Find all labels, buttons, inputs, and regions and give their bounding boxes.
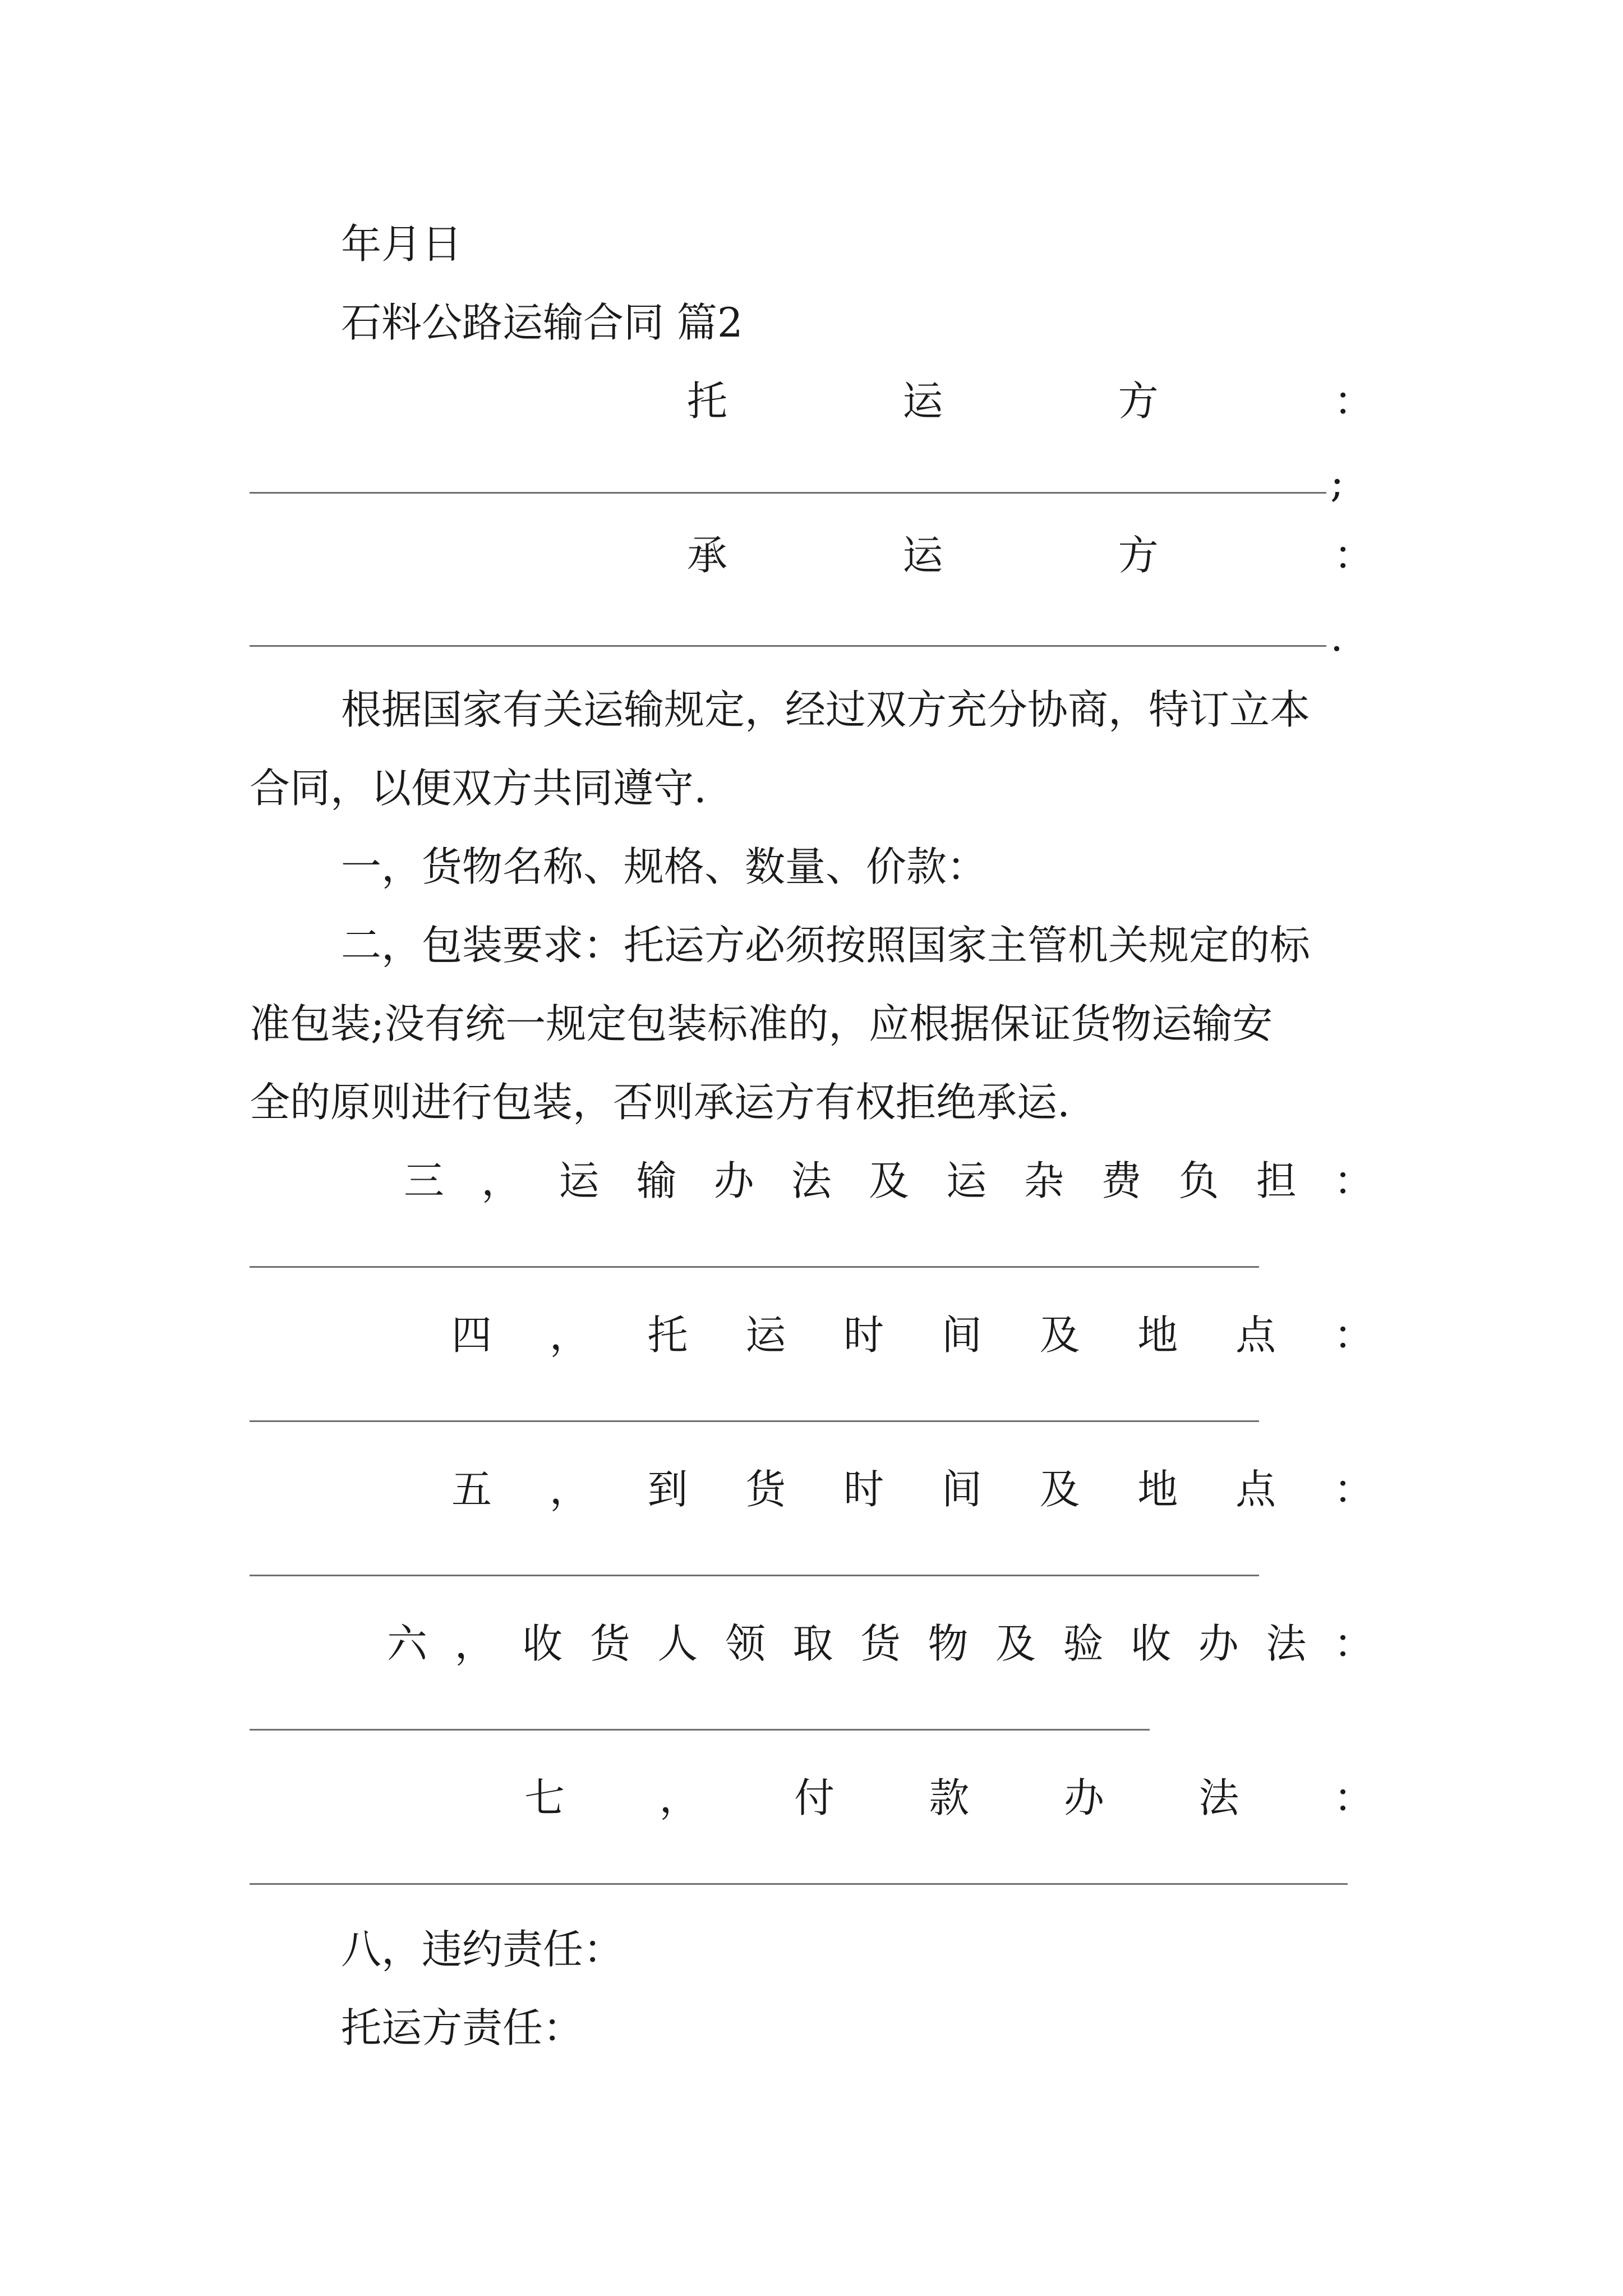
clause-8: 八，违约责任：	[341, 1926, 624, 1973]
clause-6-blank-line	[250, 1729, 1150, 1731]
clause-7: 七 ， 付 款 办 法 ：	[524, 1774, 1374, 1821]
clause-2-line-3: 全的原则进行包装，否则承运方有权拒绝承运.	[250, 1079, 1070, 1126]
clause-4-blank-line	[250, 1420, 1259, 1422]
intro-line-2: 合同，以便双方共同遵守.	[250, 765, 707, 812]
clause-2-line-2: 准包装;没有统一规定包装标准的，应根据保证货物运输安	[250, 1000, 1273, 1047]
shipper-end-mark: ;	[1330, 459, 1344, 506]
carrier-end-mark: .	[1330, 613, 1343, 660]
clause-5-blank-line	[250, 1575, 1259, 1576]
date-line: 年月日	[341, 220, 463, 268]
carrier-label: 承 运 方 ：	[687, 532, 1374, 579]
intro-line-1: 根据国家有关运输规定，经过双方充分协商，特订立本	[341, 686, 1311, 733]
contract-heading: 石料公路运输合同 篇2	[341, 299, 743, 346]
clause-3-blank-line	[250, 1266, 1259, 1268]
clause-1: 一，货物名称、规格、数量、价款：	[341, 843, 988, 890]
shipper-liability: 托运方责任：	[341, 2004, 584, 2051]
carrier-blank-line	[250, 645, 1326, 647]
clause-6: 六 ， 收 货 人 领 取 货 物 及 验 收 办 法 ：	[387, 1620, 1374, 1667]
clause-3: 三 ， 运 输 办 法 及 运 杂 费 负 担 ：	[404, 1157, 1374, 1204]
clause-7-blank-line	[250, 1883, 1348, 1885]
shipper-blank-line	[250, 492, 1326, 494]
shipper-label: 托 运 方 ：	[687, 378, 1374, 425]
clause-4: 四 ， 托 运 时 间 及 地 点 ：	[451, 1312, 1374, 1359]
clause-5: 五 ， 到 货 时 间 及 地 点 ：	[451, 1466, 1374, 1513]
clause-2-line-1: 二，包装要求：托运方必须按照国家主管机关规定的标	[341, 922, 1311, 969]
